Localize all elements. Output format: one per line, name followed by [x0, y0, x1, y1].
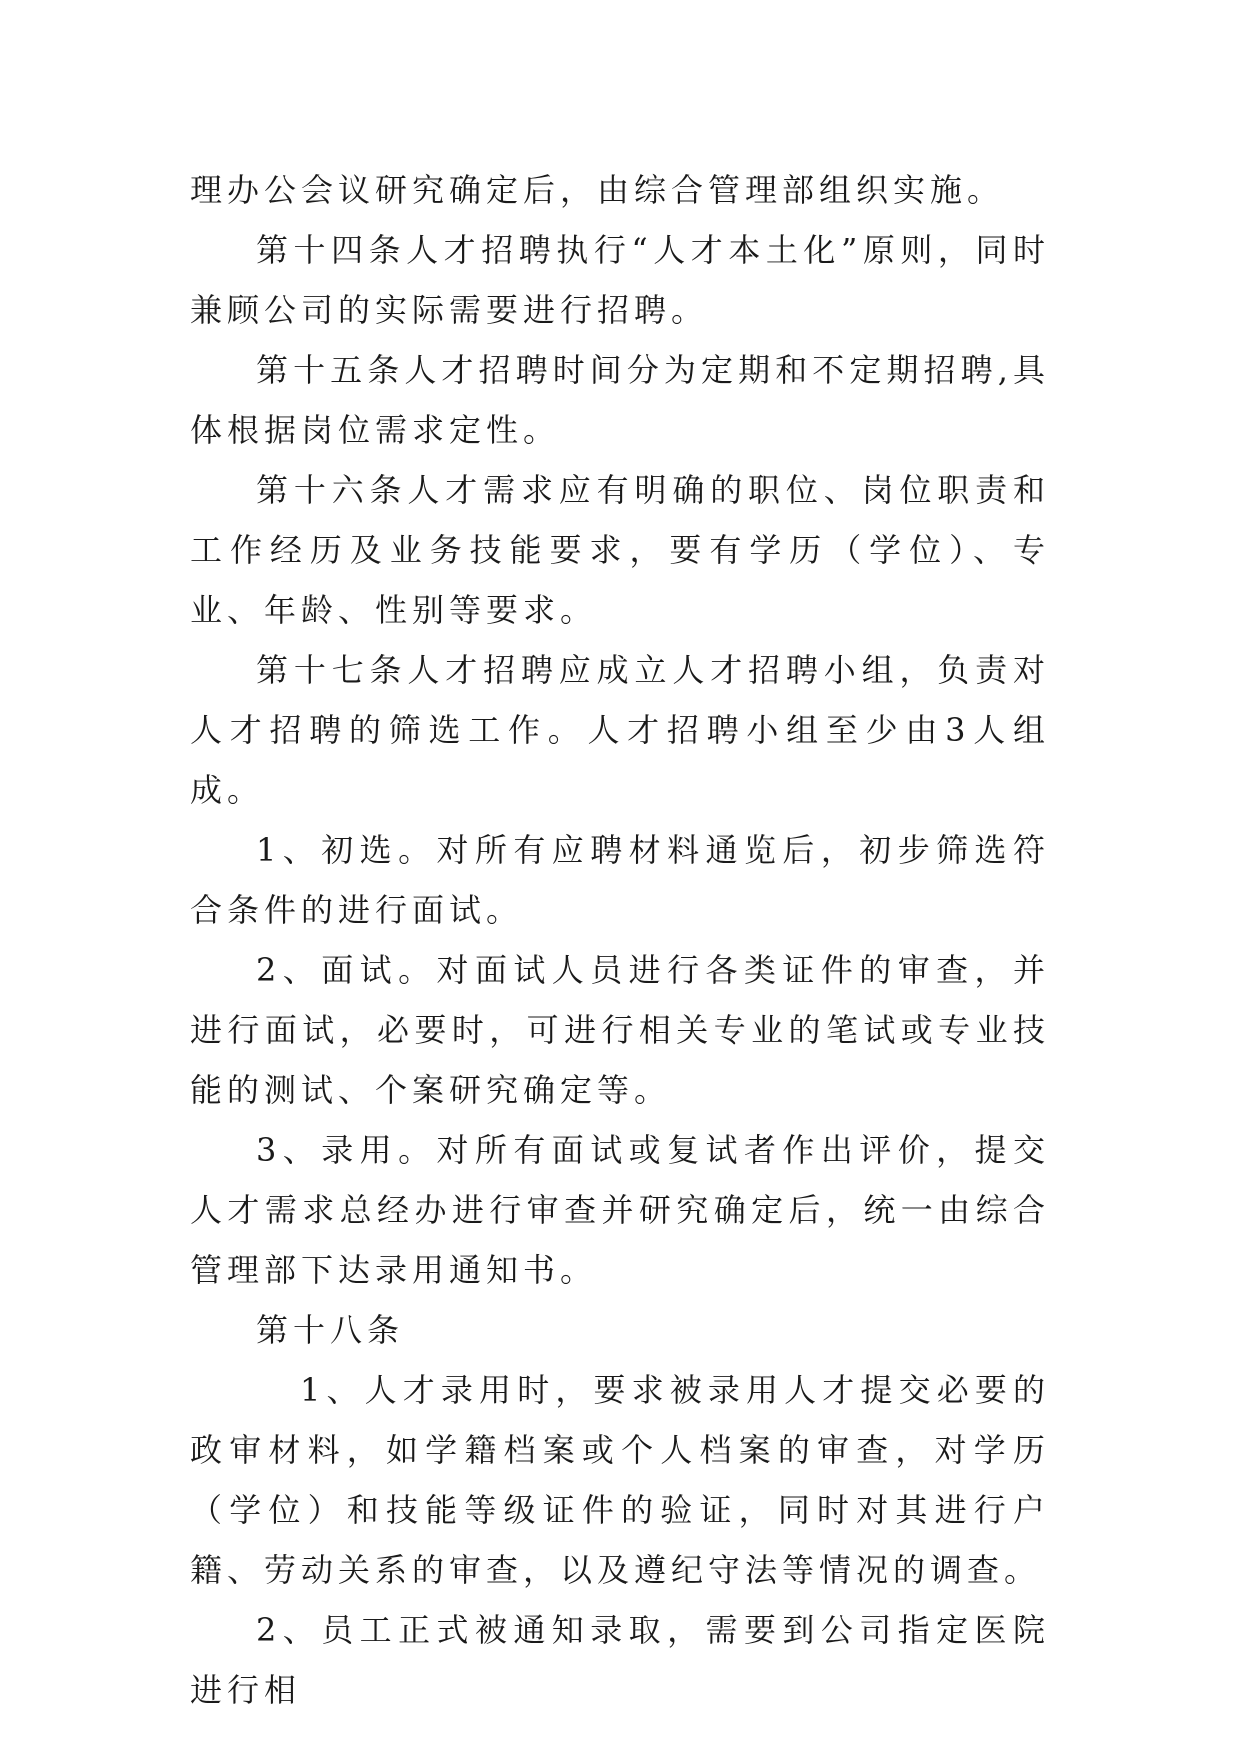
paragraph-article-15: 第十五条人才招聘时间分为定期和不定期招聘,具体根据岗位需求定性。	[190, 351, 1050, 449]
paragraph-article-18-item-2: 2、员工正式被通知录取，需要到公司指定医院进行相	[190, 1611, 1050, 1709]
paragraph-article-18-heading: 第十八条	[256, 1311, 405, 1349]
paragraph-article-18-item-1: 1、人才录用时，要求被录用人才提交必要的政审材料，如学籍档案或个人档案的审查，对学历（学位）和技能等级证件的验证，同时对其进行户籍、劳动关系的审查，以及遵纪守法等情况的调查。	[190, 1371, 1050, 1589]
document-body	[190, 160, 1050, 1720]
paragraph-item-hiring: 3、录用。对所有面试或复试者作出评价，提交人才需求总经办进行审查并研究确定后，统一由综合管理部下达录用通知书。	[190, 1131, 1050, 1289]
paragraph-article-14: 第十四条人才招聘执行“人才本土化”原则，同时兼顾公司的实际需要进行招聘。	[190, 231, 1050, 329]
paragraph-continuation: 理办公会议研究确定后，由综合管理部组织实施。	[190, 171, 1005, 209]
paragraph-article-17: 第十七条人才招聘应成立人才招聘小组，负责对人才招聘的筛选工作。人才招聘小组至少由3人组成。	[190, 651, 1050, 809]
paragraph-item-interview: 2、面试。对面试人员进行各类证件的审查，并进行面试，必要时，可进行相关专业的笔试或专业技能的测试、个案研究确定等。	[190, 951, 1050, 1109]
paragraph-item-preliminary-screening: 1、初选。对所有应聘材料通览后，初步筛选符合条件的进行面试。	[190, 831, 1050, 929]
paragraph-article-16: 第十六条人才需求应有明确的职位、岗位职责和工作经历及业务技能要求，要有学历（学位）、专业、年龄、性别等要求。	[190, 471, 1050, 629]
